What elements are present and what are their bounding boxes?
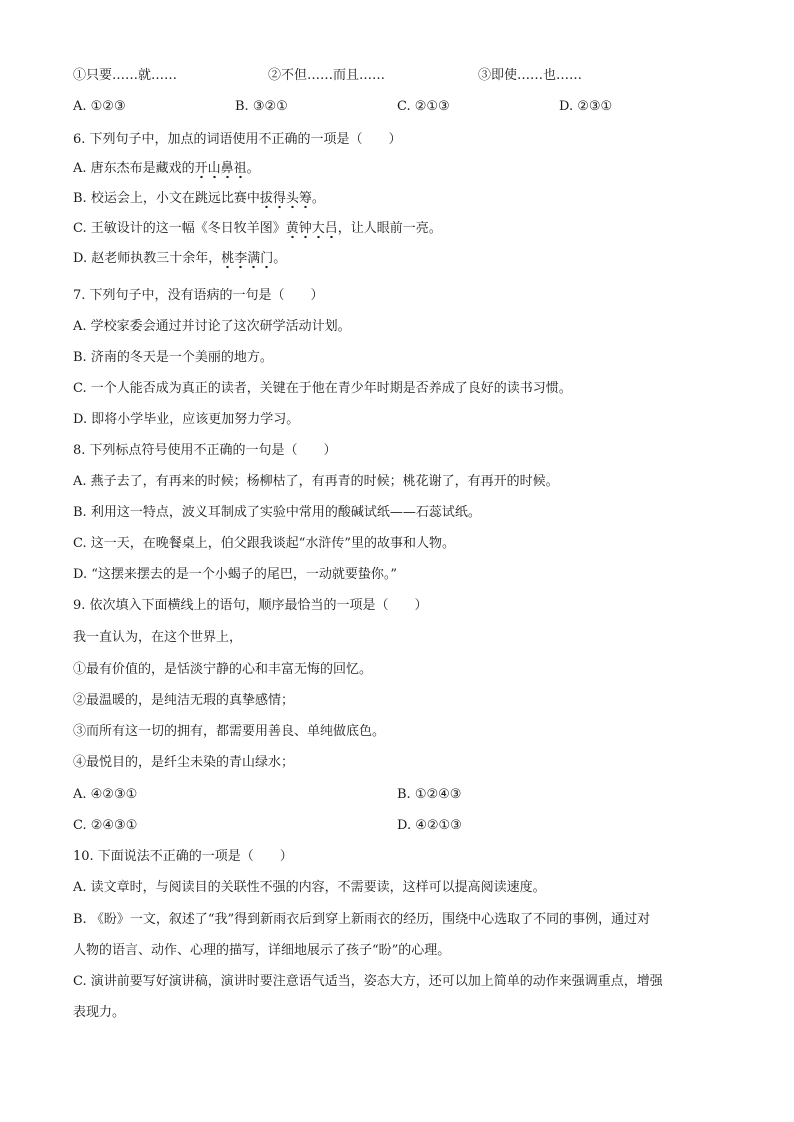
q6-option-a-post: 。 <box>246 161 260 176</box>
q6-option-b-pre: B. 校运会上，小文在跳远比赛中 <box>73 191 260 206</box>
q10-stem: 10. 下面说法不正确的一项是（ ） <box>73 849 293 864</box>
q6-stem: 6. 下列句子中，加点的词语使用不正确的一项是（ ） <box>73 132 402 147</box>
q9-stem: 9. 依次填入下面横线上的语句，顺序最恰当的一项是（ ） <box>73 598 428 613</box>
q7-option-c: C. 一个人能否成为真正的读者，关键在于他在青少年时期是否养成了良好的读书习惯。 <box>73 381 572 396</box>
q9-sentence-1: ①最有价值的，是恬淡宁静的心和丰富无悔的回忆。 <box>73 662 373 677</box>
q6-option-c-post: ，让人眼前一亮。 <box>337 221 442 236</box>
q5-option-b: B. ③②① <box>235 99 288 114</box>
q6-option-d-dotted-term: 桃李满门 <box>221 251 273 269</box>
q6-option-b-post: 。 <box>311 191 325 206</box>
q6-option-d-post: 。 <box>273 251 287 266</box>
q10-option-c-line-2: 表现力。 <box>73 1005 126 1020</box>
q8-option-d: D. “这摆来摆去的是一个小蝎子的尾巴，一动就要蛰你。” <box>73 567 398 582</box>
q5-option-a: A. ①②③ <box>73 99 126 114</box>
q10-option-c-line-1: C. 演讲前要写好演讲稿，演讲时要注意语气适当，姿态大方，还可以加上简单的动作来强调重点，增强 <box>73 974 663 989</box>
q6-option-a-dotted-term: 开山鼻祖 <box>195 161 247 179</box>
q7-option-b: B. 济南的冬天是一个美丽的地方。 <box>73 350 273 365</box>
q6-option-c-pre: C. 王敏设计的这一幅《冬日牧羊图》 <box>73 221 286 236</box>
q9-sentence-2: ②最温暖的，是纯洁无瑕的真挚感情； <box>73 693 295 708</box>
q8-option-a: A. 燕子去了，有再来的时候；杨柳枯了，有再青的时候；桃花谢了，有再开的时候。 <box>73 474 559 489</box>
q5-pair-2: ②不但……而且…… <box>268 68 386 83</box>
q10-option-b-line-1: B. 《盼》一文，叙述了“我”得到新雨衣后到穿上新雨衣的经历，围绕中心选取了不同的事例，通过对 <box>73 912 651 927</box>
q9-option-d: D. ④②①③ <box>397 818 462 833</box>
q9-option-b: B. ①②④③ <box>397 787 462 802</box>
q9-sentence-4: ④最悦目的，是纤尘未染的青山绿水； <box>73 755 295 770</box>
q6-option-b-dotted-term: 拔得头筹 <box>260 191 312 209</box>
q5-pair-1: ①只要……就…… <box>73 68 178 83</box>
q6-option-a <box>73 160 260 178</box>
q6-option-c <box>73 220 442 238</box>
q6-option-d-pre: D. 赵老师执教三十余年， <box>73 251 222 266</box>
q8-option-b: B. 利用这一特点，波义耳制成了实验中常用的酸碱试纸——石蕊试纸。 <box>73 505 481 520</box>
q10-option-b-line-2: 人物的语言、动作、心理的描写，详细地展示了孩子“盼”的心理。 <box>73 943 451 958</box>
q5-pair-3: ③即使……也…… <box>478 68 583 83</box>
q6-option-d <box>73 250 286 268</box>
q6-option-b <box>73 190 325 208</box>
q5-option-d: D. ②③① <box>559 99 613 114</box>
q7-stem: 7. 下列句子中，没有语病的一句是（ ） <box>73 288 324 303</box>
q9-option-a: A. ④②③① <box>73 787 138 802</box>
q9-option-c: C. ②④③① <box>73 818 138 833</box>
q9-sentence-3: ③而所有这一切的拥有，都需要用善良、单纯做底色。 <box>73 724 386 739</box>
q9-intro: 我一直认为，在这个世界上， <box>73 630 243 645</box>
q7-option-a: A. 学校家委会通过并讨论了这次研学活动计划。 <box>73 319 351 334</box>
q5-option-c: C. ②①③ <box>397 99 450 114</box>
q8-stem: 8. 下列标点符号使用不正确的一句是（ ） <box>73 443 337 458</box>
q6-option-a-pre: A. 唐东杰布是藏戏的 <box>73 161 195 176</box>
q10-option-a: A. 读文章时，与阅读目的关联性不强的内容，不需要读，这样可以提高阅读速度。 <box>73 880 546 895</box>
q6-option-c-dotted-term: 黄钟大吕 <box>286 221 338 239</box>
q7-option-d: D. 即将小学毕业，应该更加努力学习。 <box>73 412 300 427</box>
q8-option-c: C. 这一天，在晚餐桌上，伯父跟我谈起“水浒传”里的故事和人物。 <box>73 536 456 551</box>
